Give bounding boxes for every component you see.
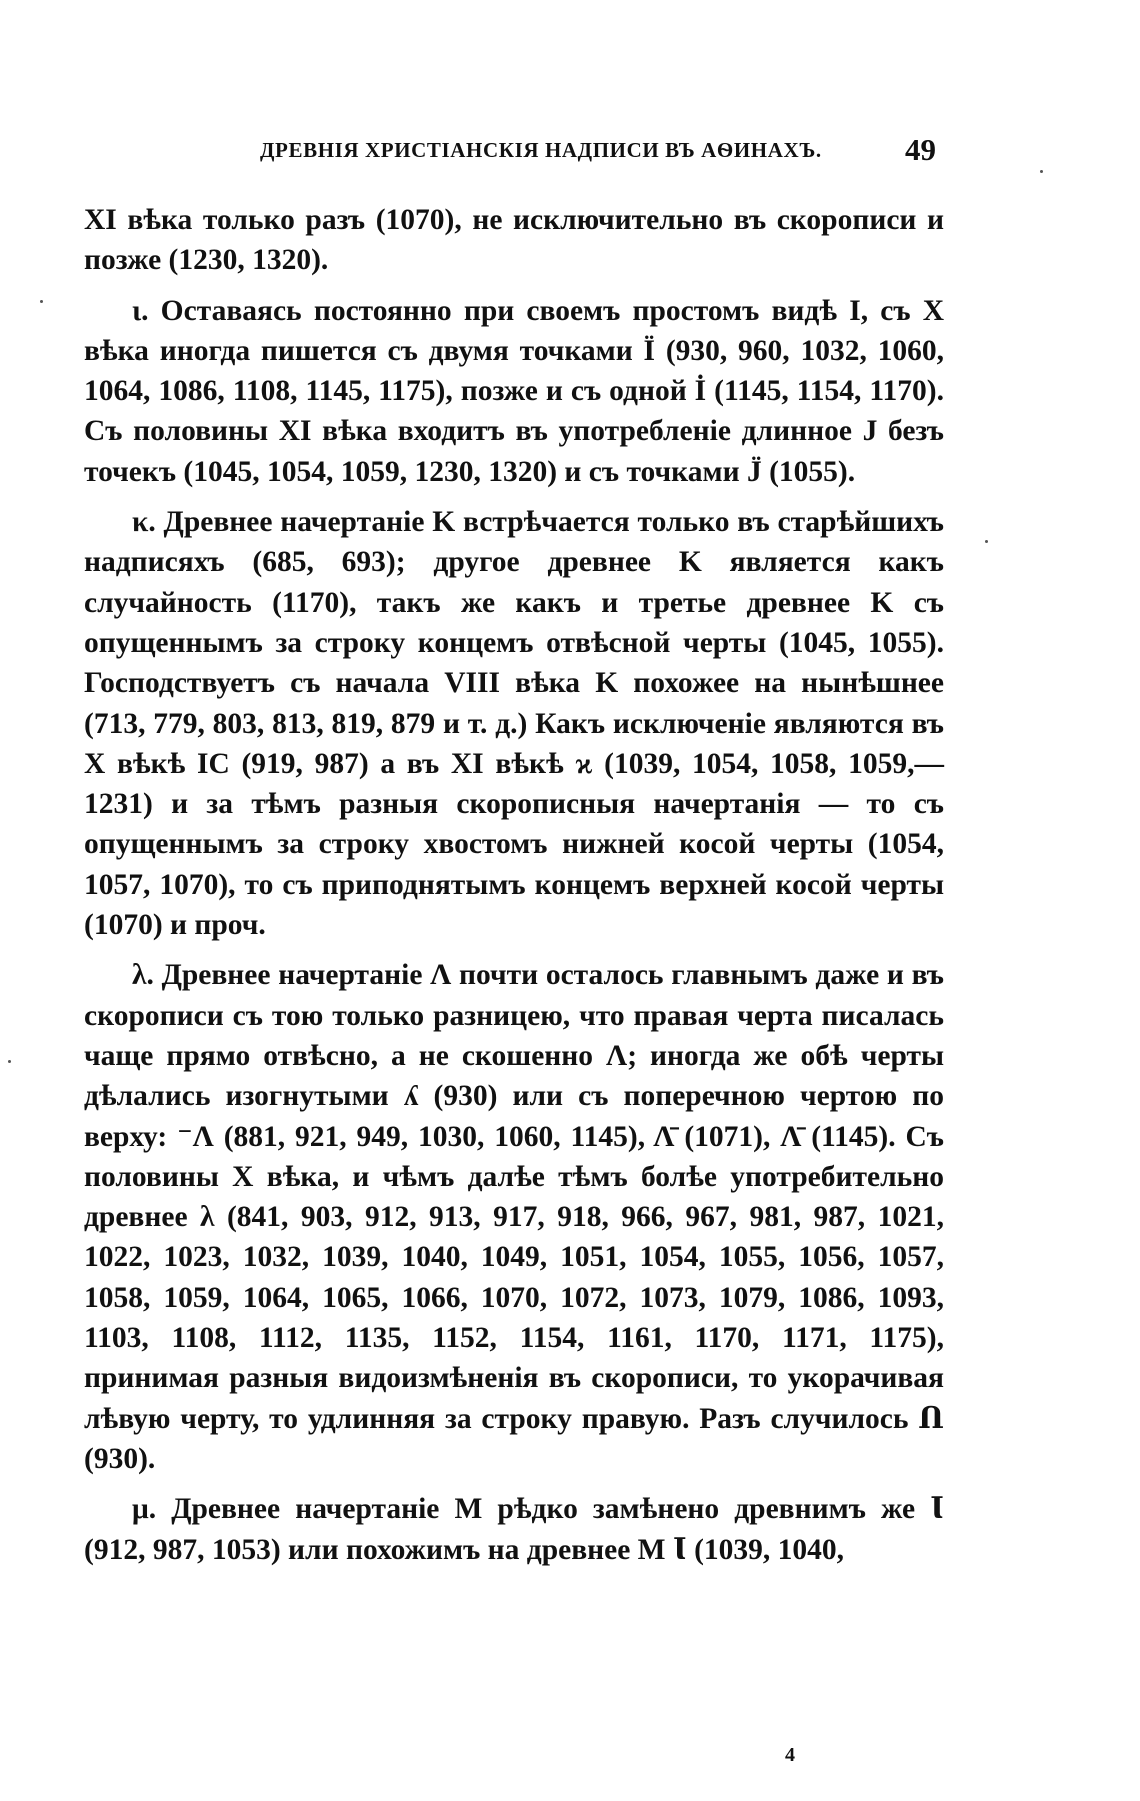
paragraph-iota: ι. Оставаясь постоянно при своемъ простомъ видѣ I, съ X вѣка иногда пишется съ двумя точками Ï (930, 960, 1032, 1060, 1064, 1086, 1108, 1145, 1175), позже и съ одной İ (1145, 1154, 1170). Съ половины XI вѣка входитъ въ употребленіе длинное J безъ точекъ (1045, 1054, 1059, 1230, 1320) и съ точками J̈ (1055).	[84, 294, 944, 488]
paragraph-lambda: λ. Древнее начертаніе Λ почти осталось главнымъ даже и въ скорописи съ тою только разницею, что правая черта писалась чаще прямо отвѣсно, а не скошенно Ʌ; иногда же обѣ черты дѣлались изогнутыми ʎ (930) или съ поперечною чертою по верху: ⁻Λ (881, 921, 949, 1030, 1060, 1145), Λ̄ (1071), Ʌ̄ (1145). Съ половины X вѣка, и чѣмъ далѣе тѣмъ болѣе употребительно древнее λ (841, 903, 912, 913, 917, 918, 966, 967, 981, 987, 1021, 1022, 1023, 1032, 1039, 1040, 1049, 1051, 1054, 1055, 1056, 1057, 1058, 1059, 1064, 1065, 1066, 1070, 1072, 1073, 1079, 1086, 1093, 1103, 1108, 1112, 1135, 1152, 1154, 1161, 1170, 1171, 1175), принимая разныя видоизмѣненія въ скорописи, то укорачивая лѣвую черту, то удлинняя за строку правую. Разъ случилось Ո (930).	[84, 959, 944, 1475]
paragraph-mu: μ. Древнее начертаніе M рѣдко замѣнено древнимъ же Ꙇ (912, 987, 1053) или похожимъ на древнее M Ꙇ (1039, 1040,	[84, 1493, 944, 1566]
body-text	[84, 200, 944, 1580]
book-page	[84, 0, 944, 1801]
paragraph-continuation: XI вѣка только разъ (1070), не исключительно въ скорописи и позже (1230, 1320).	[84, 204, 944, 277]
scan-speck	[8, 1060, 11, 1063]
running-head	[84, 132, 944, 172]
scan-speck	[40, 300, 43, 303]
running-title: ДРЕВНІЯ ХРИСТІАНСКІЯ НАДПИСИ ВЪ АѲИНАХЪ.	[260, 138, 822, 162]
paragraph-kappa: κ. Древнее начертаніе K встрѣчается только въ старѣйшихъ надписяхъ (685, 693); другое древнее K является какъ случайность (1170), такъ же какъ и третье древнее K съ опущеннымъ за строку концемъ отвѣсной черты (1045, 1055). Господствуетъ съ начала VIII вѣка K похожее на нынѣшнее (713, 779, 803, 813, 819, 879 и т. д.) Какъ исключеніе являются въ X вѣкѣ IC (919, 987) а въ XI вѣкѣ ϰ (1039, 1054, 1058, 1059,— 1231) и за тѣмъ разныя скорописныя начертанія — то съ опущеннымъ за строку хвостомъ нижней косой черты (1054, 1057, 1070), то съ приподнятымъ концемъ верхней косой черты (1070) и проч.	[84, 506, 944, 942]
scan-speck	[1040, 170, 1043, 173]
scan-speck	[985, 540, 988, 543]
signature-mark: 4	[785, 1744, 795, 1766]
page-number: 49	[905, 132, 936, 167]
